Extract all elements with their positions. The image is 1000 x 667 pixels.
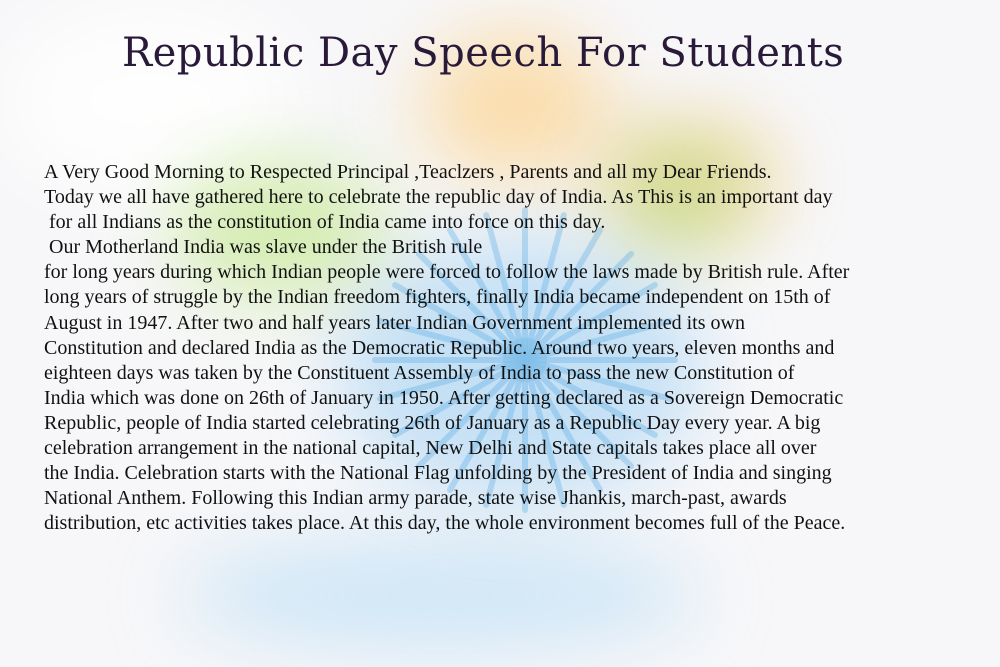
speech-line: Our Motherland India was slave under the British rule <box>44 236 483 259</box>
speech-line: distribution, etc activities takes place. At this day, the whole environment becomes full of the Peace. <box>44 512 846 535</box>
speech-line: Today we all have gathered here to celebrate the republic day of India. As This is an important day <box>44 186 833 209</box>
speech-line: Constitution and declared India as the Democratic Republic. Around two years, eleven months and <box>44 336 835 359</box>
speech-line: for long years during which Indian people were forced to follow the laws made by British rule. After <box>44 261 850 284</box>
speech-line: long years of struggle by the Indian freedom fighters, finally India became independent on 15th of <box>44 286 831 309</box>
speech-line: National Anthem. Following this Indian army parade, state wise Jhankis, march-past, awards <box>44 487 787 510</box>
speech-line: A Very Good Morning to Respected Principal ,Teaclzers , Parents and all my Dear Friends. <box>44 161 772 183</box>
speech-line: Republic, people of India started celebrating 26th of January as a Republic Day every year. A big <box>44 411 821 434</box>
background-glow-blue <box>180 540 700 650</box>
speech-line: India which was done on 26th of January in 1950. After getting declared as a Sovereign Democratic <box>44 386 844 409</box>
speech-line: eighteen days was taken by the Constituent Assembly of India to pass the new Constitution of <box>44 361 795 384</box>
speech-line: the India. Celebration starts with the National Flag unfolding by the President of India and singing <box>44 462 832 485</box>
speech-body <box>44 160 994 536</box>
speech-line: August in 1947. After two and half years later Indian Government implemented its own <box>44 311 745 334</box>
speech-line: celebration arrangement in the national capital, New Delhi and State capitals takes place all over <box>44 437 817 460</box>
speech-line: for all Indians as the constitution of India came into force on this day. <box>44 211 606 234</box>
page-title: Republic Day Speech For Students <box>122 30 845 76</box>
